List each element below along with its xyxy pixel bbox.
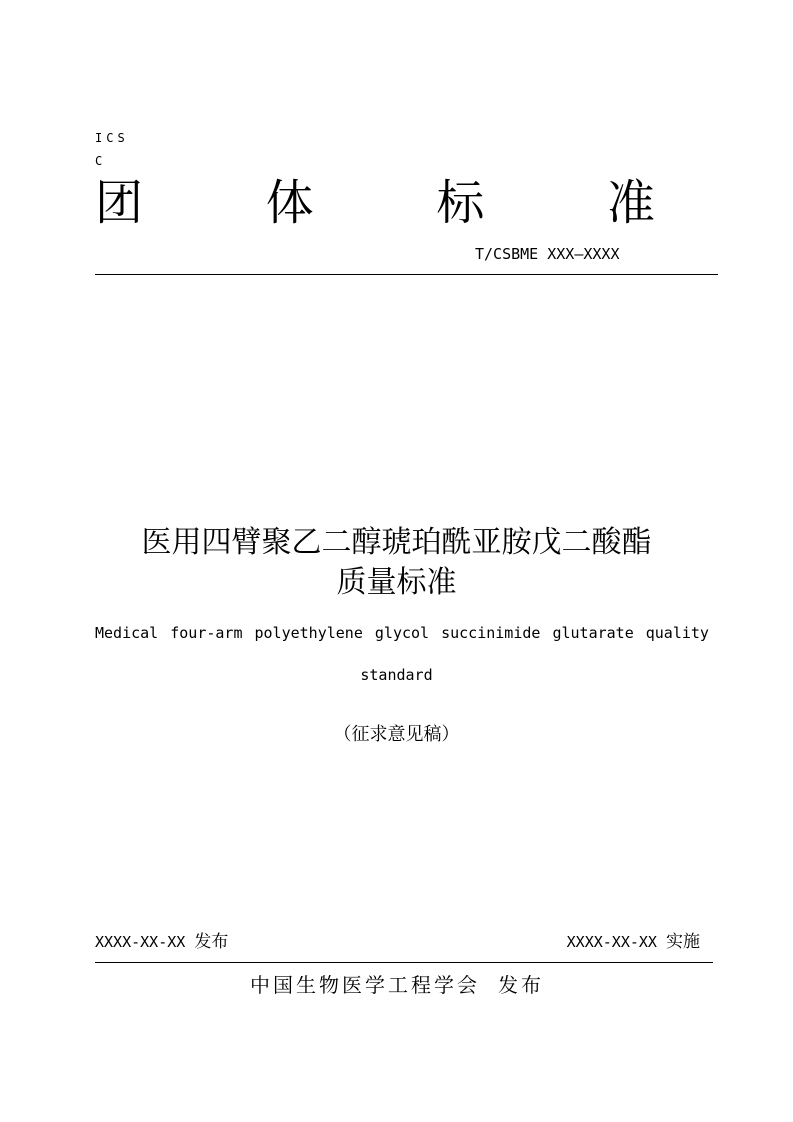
title-en-word: glycol — [374, 624, 430, 642]
draft-note: （征求意见稿） — [333, 724, 460, 745]
title-cn-line2: 质量标准 — [336, 565, 457, 600]
standard-type-char: 准 — [606, 175, 655, 231]
title-en-word: quality — [645, 624, 709, 642]
publish-label: 发布 — [194, 932, 229, 952]
header-divider — [95, 274, 718, 275]
document-title-cn — [0, 523, 793, 603]
standard-type-char: 标 — [436, 175, 485, 231]
title-en-word: four-arm — [170, 624, 243, 642]
publish-date — [95, 932, 228, 952]
title-en-word: polyethylene — [254, 624, 363, 642]
title-en-word: glutarate — [552, 624, 634, 642]
ics-code: ICS — [95, 131, 129, 145]
publish-date-value: XXXX-XX-XX — [95, 933, 186, 951]
publisher-name: 中国生物医学工程学会 — [250, 973, 480, 997]
standard-type-char: 团 — [95, 175, 144, 231]
classification-code: C — [95, 154, 103, 168]
implement-date — [567, 932, 700, 952]
standard-type-title — [95, 174, 655, 232]
document-title-en-line1 — [95, 623, 709, 643]
publisher — [250, 972, 544, 998]
publisher-suffix: 发布 — [498, 973, 544, 997]
standard-number: T/CSBME XXX—XXXX — [475, 245, 620, 263]
title-en-word: succinimide — [441, 624, 541, 642]
footer-divider — [95, 962, 713, 963]
title-en-word: Medical — [95, 624, 159, 642]
implement-label: 实施 — [666, 932, 700, 952]
document-title-en-line2: standard — [360, 666, 433, 684]
standard-type-char: 体 — [265, 175, 314, 231]
implement-date-value: XXXX-XX-XX — [566, 933, 657, 951]
title-cn-line1: 医用四臂聚乙二醇琥珀酰亚胺戊二酸酯 — [141, 525, 652, 560]
